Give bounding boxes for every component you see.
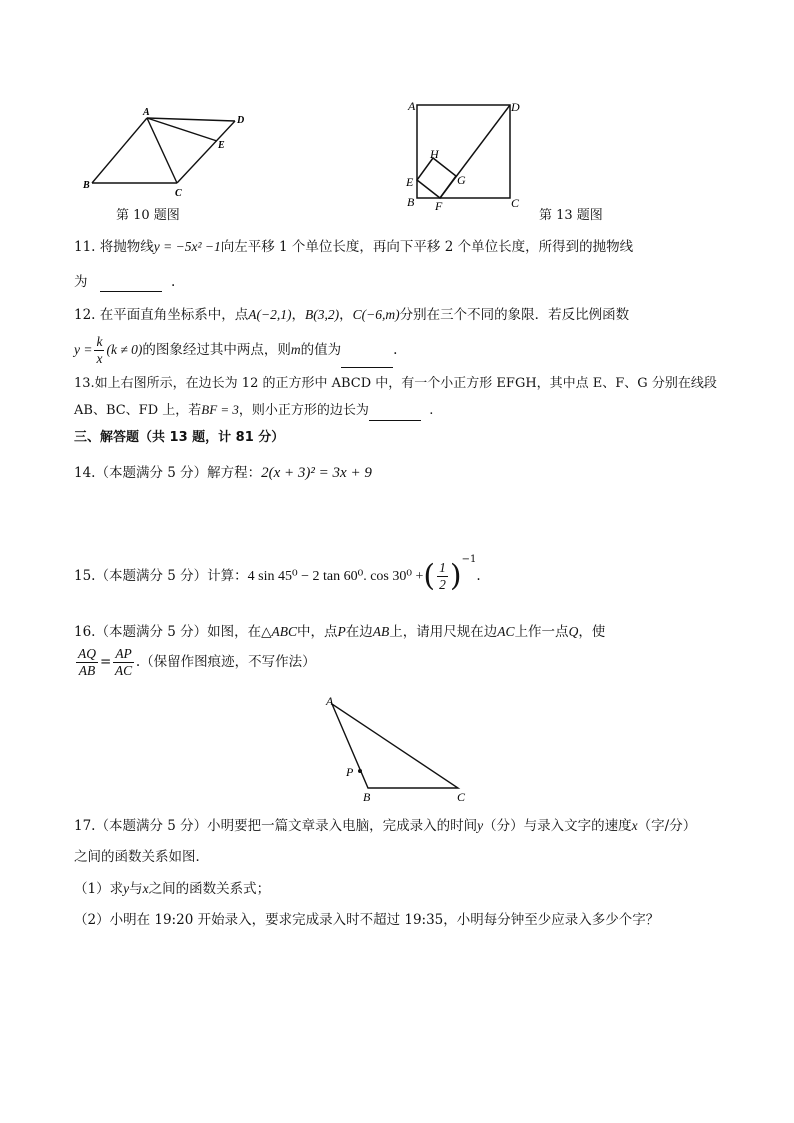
question-13 [74, 374, 717, 394]
label-c: C [175, 188, 182, 199]
q17-var-x: x [631, 818, 638, 833]
point-p [358, 769, 362, 773]
edge-ad [147, 118, 235, 121]
fig13-caption: 第 13 题图 [539, 208, 603, 223]
q11-suffix: 向左平移 1 个单位长度，再向下平移 2 个单位长度，所得到的抛物线 [220, 239, 634, 255]
q17-line1-suffix: （字/分） [637, 818, 697, 834]
q11-expr: y = −5x² −1 [153, 239, 221, 254]
q11-line2-prefix: 为 [74, 274, 88, 290]
q15-fraction: $\frac{1}{2}$ [439, 560, 446, 592]
edge-ab [92, 118, 147, 183]
q17-line1-prefix: 17.（本题满分 5 分）小明要把一篇文章录入电脑，完成录入的时间 [74, 818, 478, 834]
question-16-line2 [74, 643, 316, 681]
edge-ac [147, 118, 177, 183]
q12-point-a: A(−2,1) [248, 307, 292, 322]
q16-mid2: 在边 [345, 624, 373, 640]
q12-func-cond: (k ≠ 0) [106, 342, 143, 357]
q16-prefix: 16.（本题满分 5 分）如图，在 [74, 624, 262, 640]
q16-fraction-2: $\frac{AP}{AC}$ [114, 646, 133, 678]
label-b: B [407, 195, 415, 209]
q16-mid4: 上作一点 [514, 624, 569, 640]
q16-eq: = [100, 654, 112, 670]
q12-point-b: B(3,2) [305, 307, 340, 322]
question-12: 12. 在平面直角坐标系中，点A(−2,1)，B(3,2)，C(−6,m)分别在三个不同的象限．若反比例函数 [74, 307, 630, 323]
q12-line2-text: 的图象经过其中两点，则 [142, 342, 291, 358]
q17-sub1-y: y [123, 881, 130, 896]
q16-mid1: 中，点 [297, 624, 338, 640]
label-c: C [457, 790, 466, 804]
label-c: C [511, 196, 520, 210]
q12-point-c: C(−6,m) [352, 307, 400, 322]
q13-line2-suffix: ，则小正方形的边长为 [238, 403, 369, 418]
q13-line1: 13.如上右图所示，在边长为 12 的正方形中 ABCD 中，有一个小正方形 EFGH，其中点 E、F、G 分别在线段 [74, 376, 717, 391]
q12-line2-suffix: 的值为 [300, 342, 342, 358]
question-17 [74, 816, 696, 836]
label-d: D [511, 100, 520, 114]
q16-ab: AB [372, 624, 390, 639]
q11-line2-suffix: . [170, 274, 176, 290]
q15-expr: 4 sin 45⁰ − 2 tan 60⁰. cos 30⁰ + [247, 569, 424, 584]
q17-line1-mid: （分）与录入文字的速度 [483, 818, 632, 834]
question-16 [74, 622, 605, 642]
q16-fraction-1: $\frac{AQ}{AB}$ [78, 646, 96, 678]
label-a: A [408, 99, 416, 113]
question-17-sub1 [74, 879, 270, 899]
q16-mid5: ，使 [578, 624, 606, 640]
label-p: P [346, 765, 354, 779]
label-b: B [83, 180, 90, 191]
section-3-title: 三、解答题（共 13 题，计 81 分） [74, 430, 285, 445]
square-efgh [417, 158, 456, 198]
figure-13 [400, 96, 535, 214]
q11-prefix: 11. 将抛物线 [74, 239, 154, 255]
question-12-line2 [74, 332, 397, 368]
q15-paren-fraction: ( [423, 558, 436, 594]
q13-expr: BF = 3 [201, 402, 239, 417]
q16-p: P [337, 624, 346, 639]
q12-func-y: y = [74, 342, 93, 357]
q13-line2-prefix: AB、BC、FD 上，若 [74, 403, 202, 418]
q14-prefix: 14.（本题满分 5 分）解方程： [74, 465, 262, 481]
label-a: A [326, 694, 334, 708]
figure-10 [80, 105, 255, 200]
label-h: H [430, 147, 439, 161]
question-17-line2: 之间的函数关系如图． [74, 849, 209, 865]
label-e: E [218, 140, 225, 151]
q16-tri: △ABC [261, 624, 298, 639]
q17-var-y: y [477, 818, 484, 833]
q16-note: .（保留作图痕迹，不写作法） [135, 654, 316, 670]
q16-mid3: 上，请用尺规在边 [389, 624, 498, 640]
question-14 [74, 463, 372, 483]
q16-q: Q [568, 624, 579, 639]
label-g: G [457, 173, 466, 187]
label-e: E [406, 175, 414, 189]
q12-func-fraction: $\frac{k}{x}$ [96, 334, 103, 366]
q15-paren-close: ) [449, 558, 462, 594]
edge-ae [147, 118, 217, 141]
q14-expr: 2(x + 3)² = 3x + 9 [261, 465, 372, 481]
question-17-sub2: （2）小明在 19:20 开始录入，要求完成录入时不超过 19:35，小明每分钟至少应录入多少个字？ [74, 912, 660, 928]
q12-suffix: 分别在三个不同的象限．若反比例函数 [399, 307, 630, 323]
question-13-line2 [74, 400, 433, 421]
label-a: A [143, 107, 150, 118]
answer-blank-13[interactable] [369, 406, 421, 421]
q17-sub1-x: x [142, 881, 149, 896]
q15-end: . [476, 568, 481, 584]
question-11-line2 [74, 272, 175, 292]
q12-var-m: m [290, 342, 301, 357]
question-15 [74, 540, 481, 597]
label-b: B [363, 790, 371, 804]
q15-power: −1 [461, 554, 477, 565]
label-d: D [237, 115, 245, 126]
q17-sub1-prefix: （1）求 [74, 881, 124, 897]
q15-prefix: 15.（本题满分 5 分）计算： [74, 568, 248, 584]
question-11 [74, 237, 633, 257]
answer-blank-11[interactable] [100, 277, 162, 292]
q12-line2-end: . [393, 342, 398, 358]
label-f: F [435, 199, 443, 213]
q12-prefix: 12. 在平面直角坐标系中，点 [74, 307, 249, 323]
answer-blank-12[interactable] [341, 353, 393, 368]
fig10-caption: 第 10 题图 [116, 208, 180, 223]
figure-16 [318, 692, 478, 804]
q17-sub1-mid: 与 [129, 881, 143, 897]
q17-sub1-suffix: 之间的函数关系式； [148, 881, 271, 897]
q16-ac: AC [497, 624, 515, 639]
q13-line2-end: . [429, 403, 434, 418]
